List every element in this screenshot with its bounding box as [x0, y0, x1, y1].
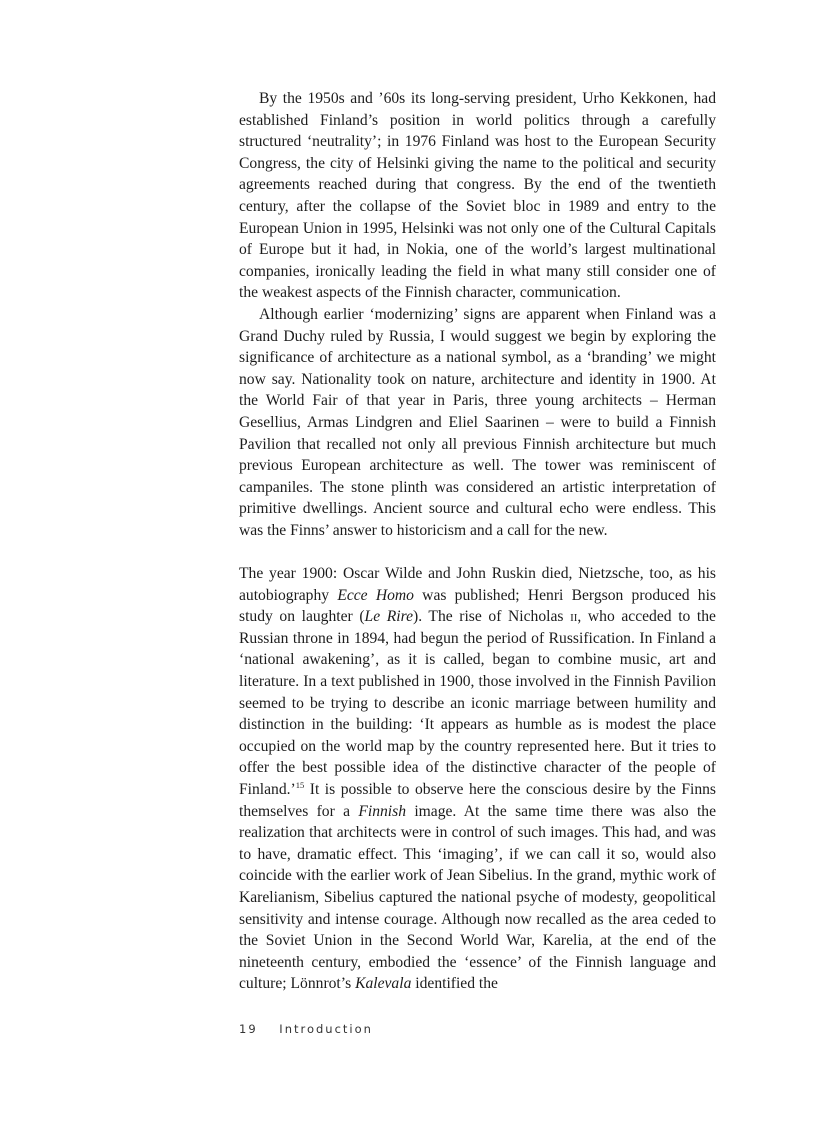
italic-text: Kalevala [355, 975, 412, 993]
text-run: ). The rise of Nicholas [413, 608, 571, 626]
paragraph-1 [239, 88, 716, 304]
text-run: ii [570, 608, 578, 626]
text-run: Although earlier ‘modernizing’ signs are apparent when Finland was a Grand Duchy ruled by Russia, I would suggest we begin by exploring the significance of architecture as a national symbol, as a ‘branding’ we might now say. Nationality took on nature, architecture and identity in 1900. At the World Fair of that year in Paris, three young architects – Herman Gesellius, Armas Lindgren and Eliel Saarinen – were to build a Finnish Pavilion that recalled not only all previous Finnish architecture but much previous European architecture as well. The tower was reminiscent of campaniles. The stone plinth was considered an artistic interpretation of primitive dwellings. Ancient source and cultural echo were endless. This was the Finns’ answer to historicism and a call for the new. [239, 305, 716, 539]
text-run: image. At the same time there was also the realization that architects were in control of such images. This had, and was to have, dramatic effect. This ‘imaging’, if we can call it so, would also coincide with the earlier work of Jean Sibelius. In the grand, mythic work of Karelianism, Sibelius captured the national psyche of modesty, geopolitical sensitivity and intense courage. Although now recalled as the area ceded to the Soviet Union in the Second World War, Karelia, at the end of the nineteenth century, embodied the ‘essence’ of the Finnish language and culture; Lönnrot’s [239, 802, 716, 993]
body-text [239, 88, 716, 995]
italic-text: Finnish [358, 802, 407, 820]
text-run: , who acceded to the Russian throne in 1894, had begun the period of Russification. In Finland a ‘national awakening’, as it is called, began to combine music, art and literature. In a text published in 1900, those involved in the Finnish Pavilion seemed to be trying to describe an iconic marriage between humility and distinction in the building: ‘It appears as humble as is modest the place occupied on the world map by the country represented here. But it tries to offer the best possible idea of the distinctive character of the people of Finland.’ [239, 608, 716, 798]
paragraph-3 [239, 563, 716, 995]
text-run: identified the [411, 975, 498, 993]
text-run: By the 1950s and ’60s its long-serving president, Urho Kekkonen, had established Finland’s position in world politics through a carefully structured ‘neutrality’; in 1976 Finland was host to the European Security Congress, the city of Helsinki giving the name to the political and security agreements reached during that congress. By the end of the twentieth century, after the collapse of the Soviet bloc in 1989 and entry to the European Union in 1995, Helsinki was not only one of the Cultural Capitals of Europe but it had, in Nokia, one of the world’s largest multinational companies, ironically leading the field in what many still consider one of the weakest aspects of the Finnish character, communication. [239, 90, 716, 302]
page-footer [239, 1022, 373, 1036]
text-run: It is possible to observe here the conscious desire by the Finns themselves for a [239, 781, 716, 820]
page-number: 19 [239, 1022, 258, 1036]
text-run: The year 1900: Oscar Wilde and John Ruskin died, Nietzsche, too, as his autobiography [239, 565, 716, 604]
italic-text: Ecce Homo [337, 586, 414, 604]
footnote-ref: 15 [295, 779, 305, 790]
italic-text: Le Rire [364, 608, 413, 626]
text-run: was published; Henri Bergson produced his study on laughter ( [239, 586, 716, 626]
running-head: Introduction [279, 1022, 373, 1036]
paragraph-2 [239, 304, 716, 542]
